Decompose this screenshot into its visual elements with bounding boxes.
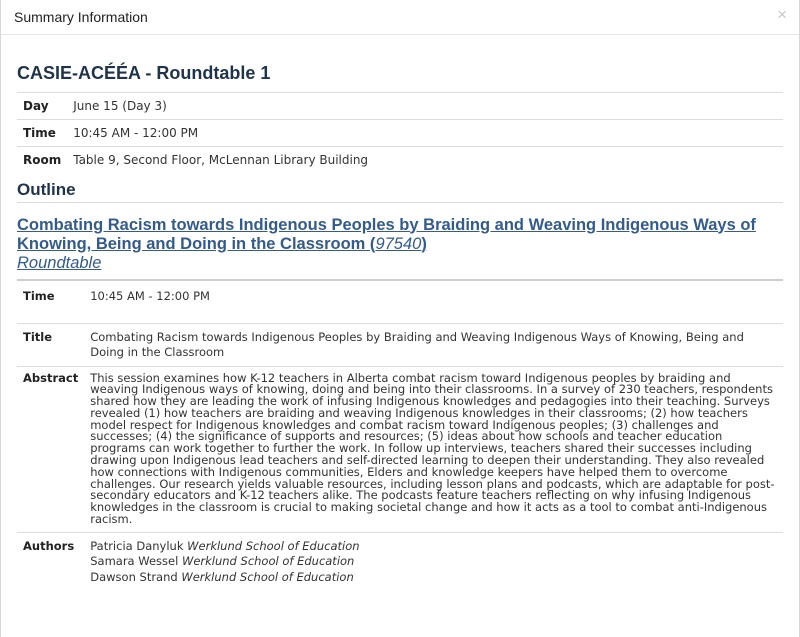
session-room-row (17, 147, 783, 174)
paper-title-label: Title (17, 323, 84, 366)
author-name: Dawson Strand (90, 569, 178, 584)
author-item (90, 554, 777, 570)
paper-details (17, 283, 783, 592)
author-affiliation: Werklund School of Education (187, 538, 360, 553)
session-time-row (17, 120, 783, 147)
author-name: Samara Wessel (90, 554, 179, 569)
room-value: Table 9, Second Floor, McLennan Library Building (67, 147, 783, 174)
time-label: Time (17, 120, 67, 147)
author-affiliation: Werklund School of Education (181, 569, 354, 584)
paper-heading (17, 216, 783, 281)
paper-time-label: Time (23, 288, 55, 303)
modal-header (1, 0, 799, 35)
author-item (90, 539, 777, 555)
authors-list (84, 532, 783, 591)
modal-body (1, 63, 799, 591)
author-affiliation: Werklund School of Education (181, 554, 355, 569)
modal-title: Summary Information (14, 9, 148, 25)
author-item (90, 570, 777, 586)
paper-title-row (17, 323, 783, 366)
abstract-label: Abstract (17, 366, 84, 532)
paper-id: (97540) (365, 234, 427, 253)
paper-title-value: Combating Racism towards Indigenous Peoples by Braiding and Weaving Indigenous Ways of Knowing, Being and Doing in the Classroom (84, 323, 783, 366)
paper-authors-row (17, 532, 783, 591)
paper-time-row (17, 283, 783, 324)
room-label: Room (17, 147, 67, 174)
outline-heading: Outline (17, 180, 783, 203)
time-value: 10:45 AM - 12:00 PM (67, 120, 783, 147)
author-name: Patricia Danyluk (90, 538, 184, 553)
session-details (17, 92, 783, 174)
session-title: CASIE-ACÉÉA - Roundtable 1 (17, 63, 271, 83)
paper-time-value: 10:45 AM - 12:00 PM (90, 288, 210, 303)
paper-title-link[interactable] (17, 216, 783, 273)
paper-type: Roundtable (17, 253, 102, 272)
day-value: June 15 (Day 3) (67, 93, 783, 120)
paper-title-text: Combating Racism towards Indigenous Peoples by Braiding and Weaving Indigenous Ways of Knowing, Being and Doing in the Classroom (17, 215, 756, 253)
authors-label: Authors (17, 532, 84, 591)
abstract-text: This session examines how K-12 teachers in Alberta combat racism toward Indigenous peoples by braiding and weaving Indigenous ways of knowing, doing and being into their classrooms. In a survey of 230 teachers, respondents shared how they are leading the work of infusing Indigenous knowledges and pedagogies into their teaching. Surveys revealed (1) how teachers are braiding and weaving Indigenous knowledges in their classrooms; (2) how teachers model respect for Indigenous knowledges and combat racism toward Indigenous peoples; (3) challenges and successes; (4) the significance of supports and resources; (5) ideas about how schools and teacher education programs can work together to further the work. In follow up interviews, teachers shared their successes including drawing upon Indigenous lead teachers and self-directed learning to deepen their understanding. They also revealed how connections with Indigenous communities, Elders and knowledge keepers have helped them to overcome challenges. Our research yields valuable resources, including lesson plans and podcasts, which are adaptable for post-secondary educators and K-12 teachers alike. The podcasts feature teachers reflecting on why infusing Indigenous knowledges in the classroom is crucial to making societal change and how it acts as a tool to combat anti-Indigenous racism. (84, 366, 783, 532)
day-label: Day (17, 93, 67, 120)
paper-abstract-row (17, 366, 783, 532)
close-icon[interactable]: × (777, 5, 787, 24)
session-day-row (17, 93, 783, 120)
